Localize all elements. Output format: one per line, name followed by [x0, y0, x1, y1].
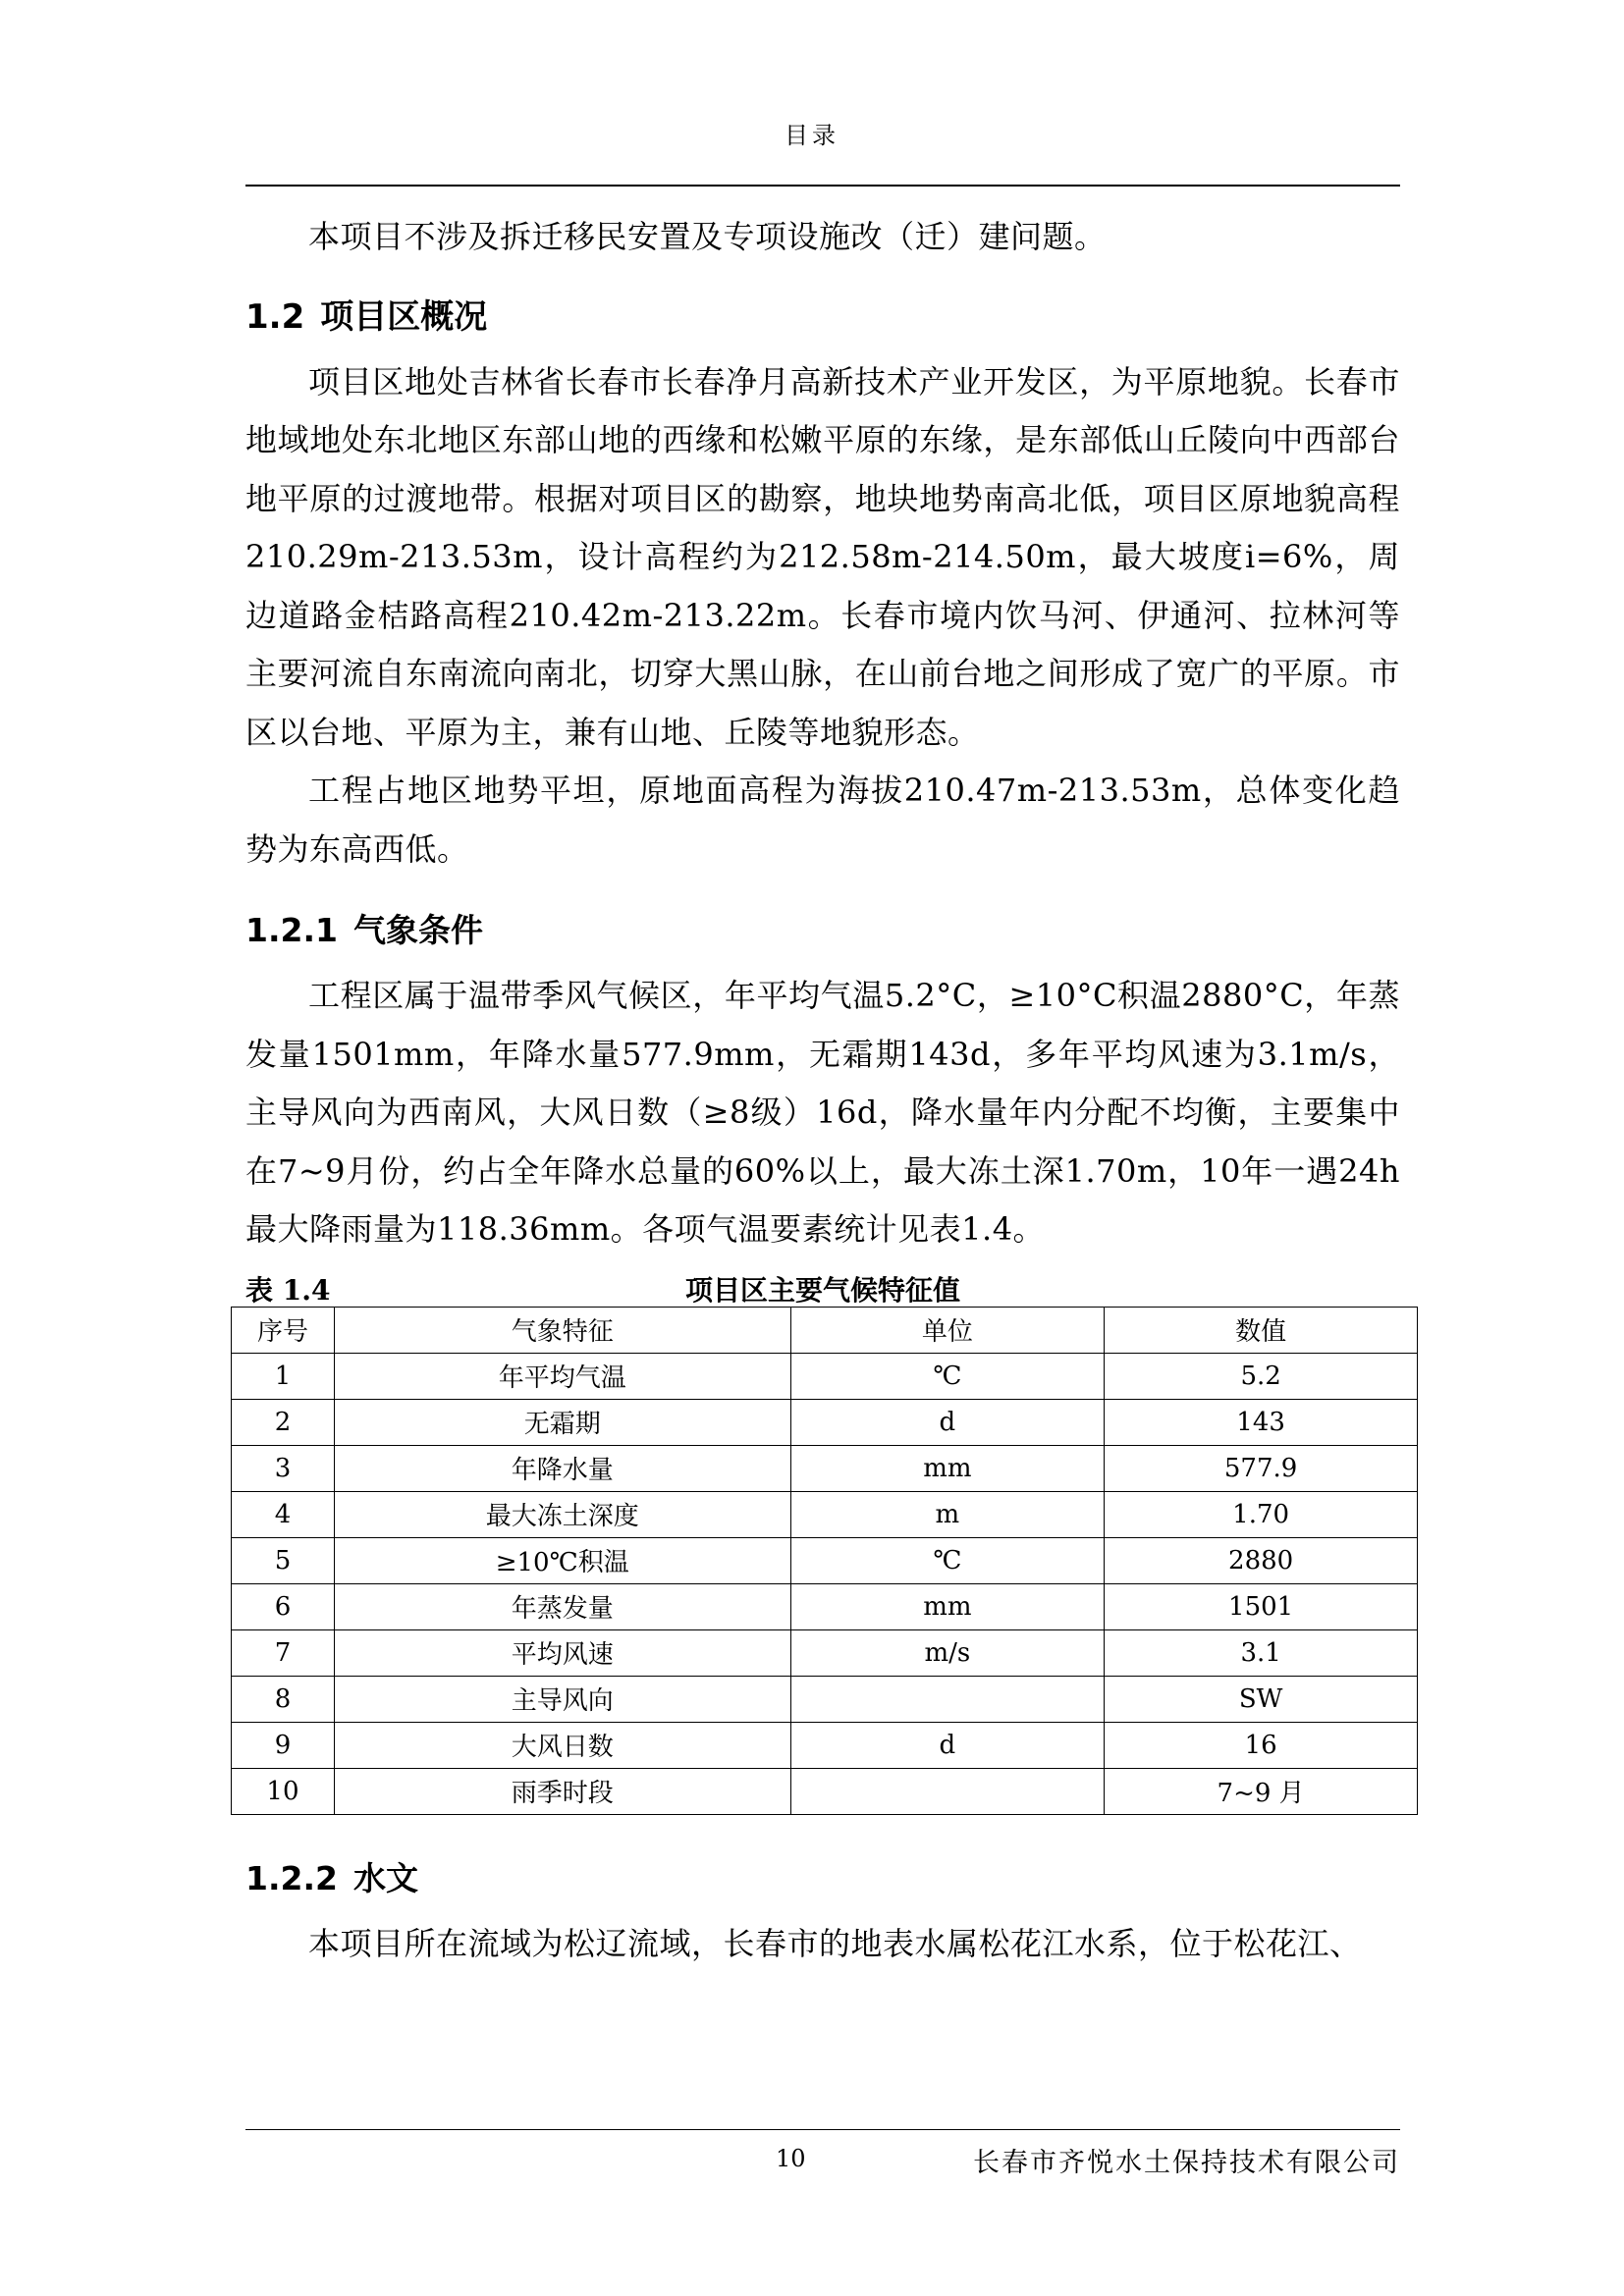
- table-cell: 3.1: [1105, 1629, 1418, 1676]
- climate-table: [231, 1307, 1418, 1815]
- paragraph: 本项目所在流域为松辽流域，长春市的地表水属松花江水系，位于松花江、: [308, 1924, 1362, 1962]
- column-header: 气象特征: [334, 1307, 790, 1353]
- table-cell: 7: [232, 1629, 335, 1676]
- footer-rule: [245, 2129, 1400, 2130]
- intro-paragraph: 本项目不涉及拆迁移民安置及专项设施改（迁）建问题。: [308, 218, 1107, 255]
- table-row: [232, 1537, 1418, 1583]
- table-cell: 雨季时段: [334, 1768, 790, 1814]
- table-cell: 143: [1105, 1399, 1418, 1445]
- table-cell: 1: [232, 1353, 335, 1399]
- section-title: 水文: [352, 1858, 418, 1897]
- table-cell: 最大冻土深度: [334, 1491, 790, 1537]
- table-cell: ℃: [790, 1353, 1105, 1399]
- table-cell: [790, 1676, 1105, 1722]
- table-cell: 年降水量: [334, 1445, 790, 1491]
- table-row: [232, 1491, 1418, 1537]
- table-cell: 2: [232, 1399, 335, 1445]
- table-row: [232, 1353, 1418, 1399]
- table-label: 表 1.4: [245, 1273, 331, 1307]
- table-cell: 4: [232, 1491, 335, 1537]
- company-name: 长春市齐悦水土保持技术有限公司: [973, 2148, 1400, 2178]
- table-cell: 10: [232, 1768, 335, 1814]
- table-cell: 5: [232, 1537, 335, 1583]
- section-title: 项目区概况: [320, 296, 488, 337]
- column-header: 单位: [790, 1307, 1105, 1353]
- section-heading-1-2-1: [245, 906, 1400, 955]
- table-cell: 5.2: [1105, 1353, 1418, 1399]
- paragraph: 工程区属于温带季风气候区，年平均气温5.2°C，≥10°C积温2880°C，年蒸发量1501mm，年降水量577.9mm，无霜期143d，多年平均风速为3.1m/s，主导风向为西南风，大风日数（≥8级）16d，降水量年内分配不均衡，主要集中在7~9月份，约占全年降水总量的60%以上，最大冻土深1.70m，10年一遇24h最大降雨量为118.36mm。各项气温要素统计见表1.4。: [245, 977, 1400, 1248]
- page-number: 10: [776, 2145, 806, 2172]
- column-header: 数值: [1105, 1307, 1418, 1353]
- table-cell: mm: [790, 1445, 1105, 1491]
- table-cell: 主导风向: [334, 1676, 790, 1722]
- paragraph: 工程占地区地势平坦，原地面高程为海拔210.47m-213.53m，总体变化趋势为东高西低。: [245, 772, 1400, 868]
- running-header: 目录: [785, 122, 839, 149]
- paragraph: 项目区地处吉林省长春市长春净月高新技术产业开发区，为平原地貌。长春市地域地处东北地区东部山地的西缘和松嫩平原的东缘，是东部低山丘陵向中西部台地平原的过渡地带。根据对项目区的勘察，地块地势南高北低，项目区原地貌高程210.29m-213.53m，设计高程约为212.58m-214.50m，最大坡度i=6%，周边道路金桔路高程210.42m-213.22m。长春市境内饮马河、伊通河、拉林河等主要河流自东南流向南北，切穿大黑山脉，在山前台地之间形成了宽广的平原。市区以台地、平原为主，兼有山地、丘陵等地貌形态。: [245, 362, 1400, 751]
- table-cell: 年蒸发量: [334, 1583, 790, 1629]
- table-cell: 16: [1105, 1722, 1418, 1768]
- table-cell: 年平均气温: [334, 1353, 790, 1399]
- table-cell: 8: [232, 1676, 335, 1722]
- section-heading-1-2-2: [245, 1854, 1400, 1903]
- table-cell: 9: [232, 1722, 335, 1768]
- table-row: [232, 1445, 1418, 1491]
- section-number: 1.2.1: [245, 911, 338, 949]
- table-cell: ℃: [790, 1537, 1105, 1583]
- table-cell: 1.70: [1105, 1491, 1418, 1537]
- table-row: [232, 1629, 1418, 1676]
- table-cell: d: [790, 1399, 1105, 1445]
- table-caption: [245, 1263, 1400, 1307]
- table-cell: m: [790, 1491, 1105, 1537]
- page-content: [245, 208, 1400, 1973]
- table-row: [232, 1676, 1418, 1722]
- table-cell: 无霜期: [334, 1399, 790, 1445]
- table-cell: [790, 1768, 1105, 1814]
- table-cell: 3: [232, 1445, 335, 1491]
- table-row: [232, 1722, 1418, 1768]
- table-header-row: [232, 1307, 1418, 1353]
- table-cell: m/s: [790, 1629, 1105, 1676]
- table-row: [232, 1768, 1418, 1814]
- table-cell: 577.9: [1105, 1445, 1418, 1491]
- table-cell: d: [790, 1722, 1105, 1768]
- table-title: 项目区主要气候特征值: [684, 1273, 960, 1307]
- table-cell: 6: [232, 1583, 335, 1629]
- table-cell: ≥10℃积温: [334, 1537, 790, 1583]
- table-cell: 2880: [1105, 1537, 1418, 1583]
- section-heading-1-2: [245, 293, 1400, 342]
- table-cell: 平均风速: [334, 1629, 790, 1676]
- header-rule: [245, 185, 1400, 187]
- table-cell: 7~9 月: [1105, 1768, 1418, 1814]
- table-cell: SW: [1105, 1676, 1418, 1722]
- section-title: 气象条件: [352, 911, 483, 949]
- table-cell: 1501: [1105, 1583, 1418, 1629]
- column-header: 序号: [232, 1307, 335, 1353]
- table-row: [232, 1583, 1418, 1629]
- section-number: 1.2.2: [245, 1858, 338, 1897]
- table-row: [232, 1399, 1418, 1445]
- table-cell: 大风日数: [334, 1722, 790, 1768]
- section-number: 1.2: [245, 296, 305, 337]
- table-cell: mm: [790, 1583, 1105, 1629]
